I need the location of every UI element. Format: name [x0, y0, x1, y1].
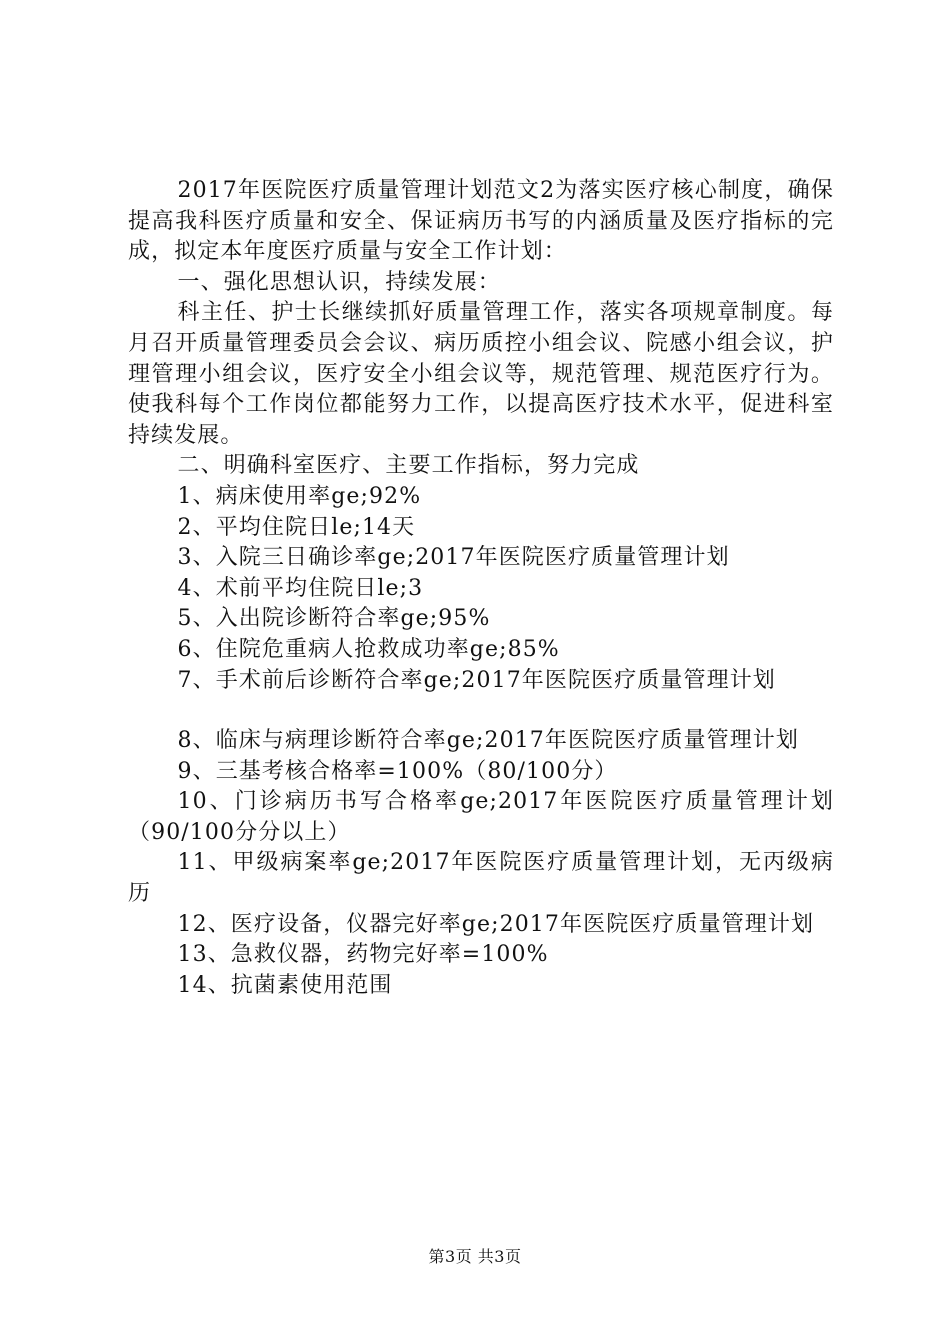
- list-item: 6、住院危重病人抢救成功率ge;85%: [177, 636, 560, 662]
- list-item: 12、医疗设备，仪器完好率ge;2017年医院医疗质量管理计划: [177, 911, 815, 937]
- section-heading-1: 一、强化思想认识，持续发展：: [177, 269, 501, 295]
- list-item: 9、三基考核合格率=100%（80/100分）: [177, 758, 618, 784]
- paragraph-intro: 2017年医院医疗质量管理计划范文2为落实医疗核心制度，确保提高我科医疗质量和安全、保证病历书写的内涵质量及医疗指标的完成，拟定本年度医疗质量与安全工作计划：: [128, 178, 834, 265]
- list-item: 14、抗菌素使用范围: [177, 972, 393, 998]
- list-item: 3、入院三日确诊率ge;2017年医院医疗质量管理计划: [177, 545, 730, 571]
- paragraph-section-1: 科主任、护士长继续抓好质量管理工作，落实各项规章制度。每月召开质量管理委员会会议、病历质控小组会议、院感小组会议，护理管理小组会议，医疗安全小组会议等，规范管理、规范医疗行为。使我科每个工作岗位都能努力工作，以提高医疗技术水平，促进科室持续发展。: [128, 300, 834, 448]
- list-item: 8、临床与病理诊断符合率ge;2017年医院医疗质量管理计划: [177, 728, 800, 754]
- list-item: 4、术前平均住院日le;3: [177, 575, 424, 601]
- list-item: 10、门诊病历书写合格率ge;2017年医院医疗质量管理计划（90/100分分以上）: [128, 789, 834, 845]
- page-number-footer: 第3页 共3页: [428, 1247, 522, 1266]
- list-item: 5、入出院诊断符合率ge;95%: [177, 606, 491, 632]
- document-body: [128, 176, 834, 1001]
- list-item: 7、手术前后诊断符合率ge;2017年医院医疗质量管理计划: [177, 667, 776, 693]
- list-item: 13、急救仪器，药物完好率=100%: [177, 942, 549, 968]
- list-item: 11、甲级病案率ge;2017年医院医疗质量管理计划，无丙级病历: [128, 850, 834, 907]
- list-item: 1、病床使用率ge;92%: [177, 483, 422, 509]
- list-item: 2、平均住院日le;14天: [177, 514, 416, 540]
- section-heading-2: 二、明确科室医疗、主要工作指标，努力完成: [177, 453, 640, 479]
